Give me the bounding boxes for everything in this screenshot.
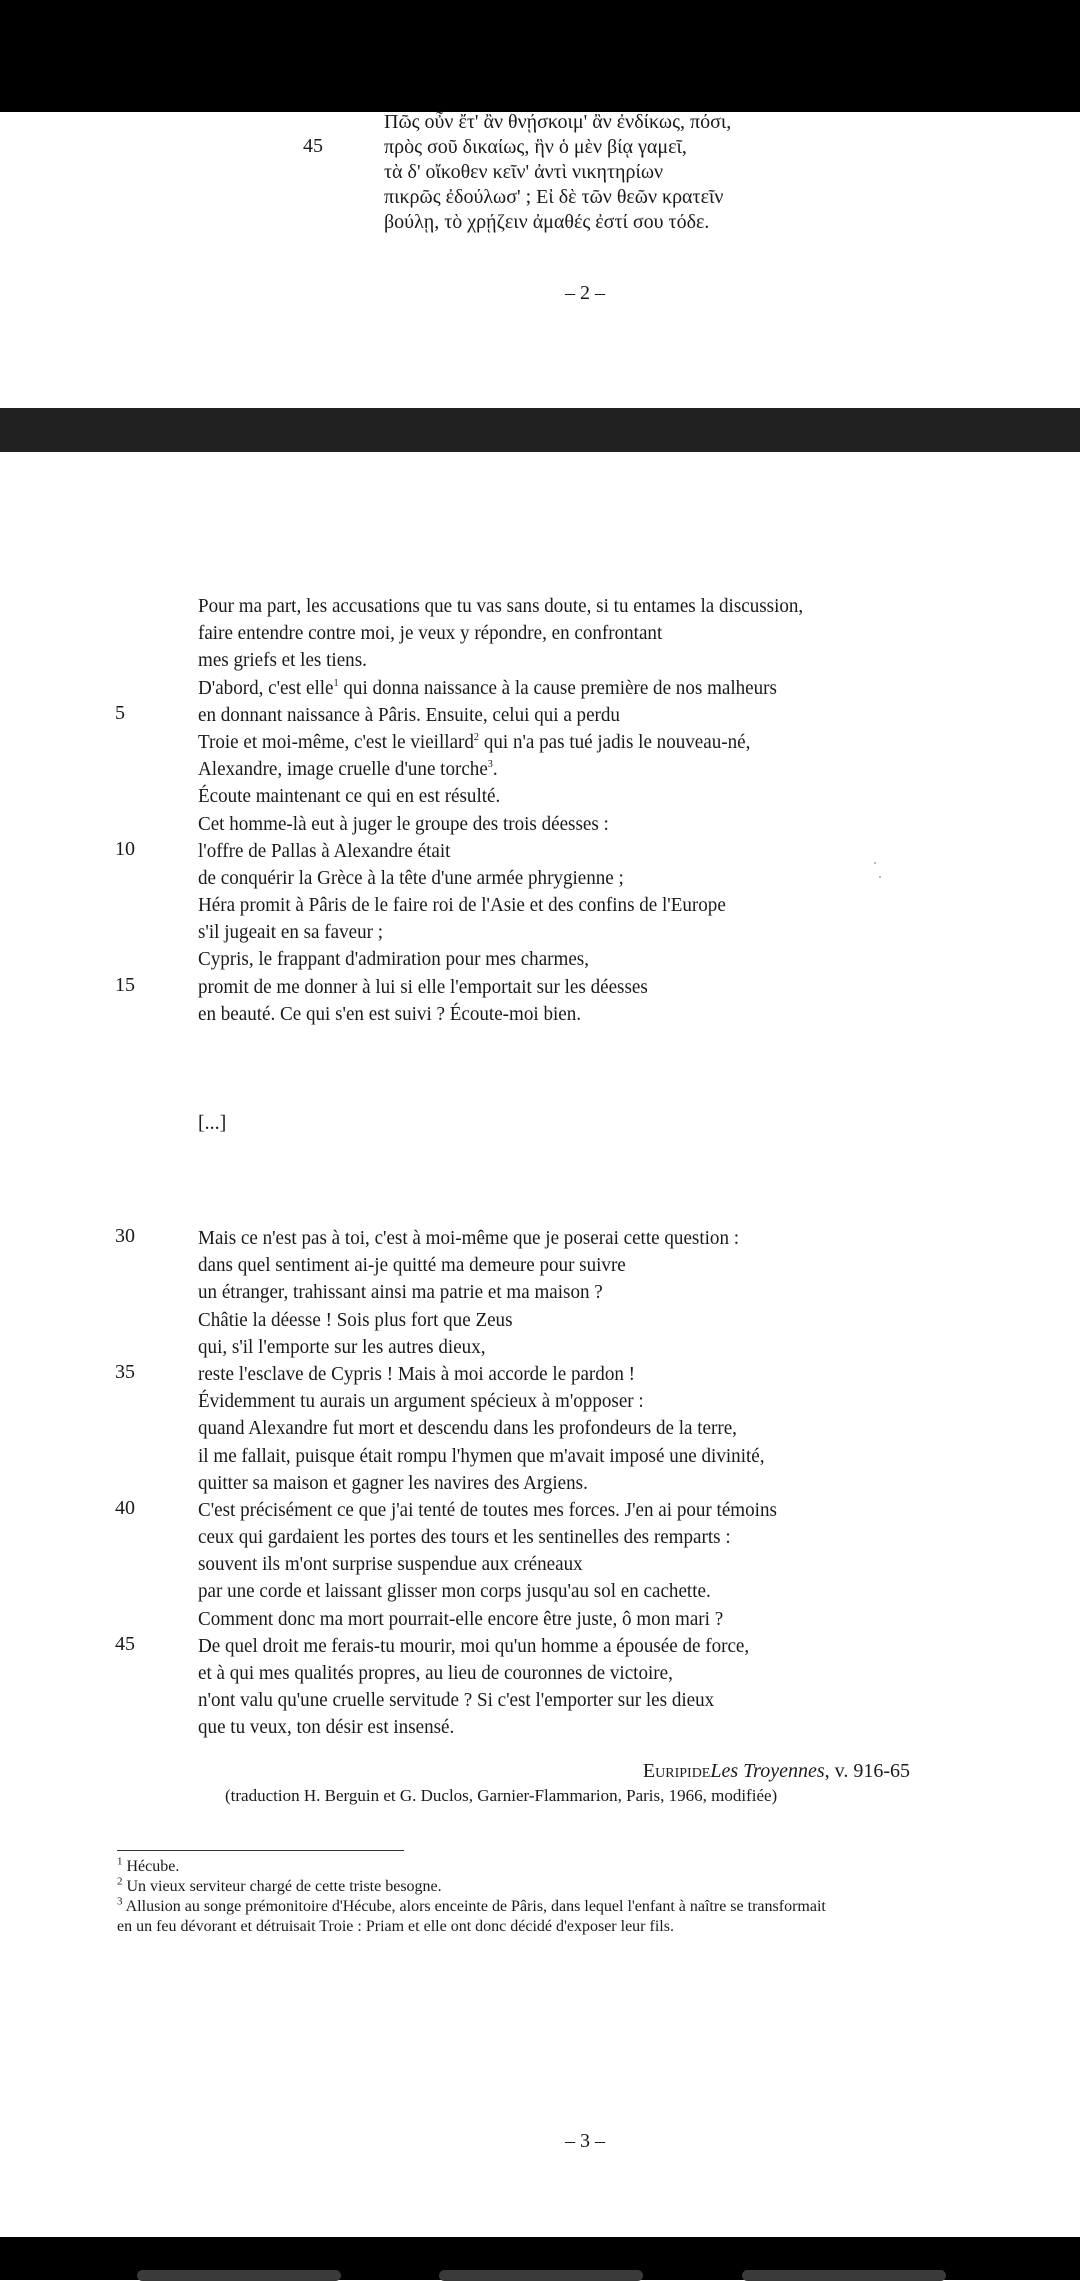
- verse-line: [198, 1714, 777, 1741]
- stanza-2: [198, 1225, 820, 1742]
- scan-speck: [874, 862, 876, 864]
- verse-line: [198, 1001, 803, 1028]
- verse-text: en donnant naissance à Pâris. Ensuite, celui qui a perdu: [198, 703, 620, 726]
- verse-text: et à qui mes qualités propres, au lieu de couronnes de victoire,: [198, 1662, 673, 1684]
- verse-text: il me fallait, puisque était rompu l'hymen que m'avait imposé une divinité,: [198, 1444, 765, 1467]
- footnote-text: en un feu dévorant et détruisait Troie : Priam et elle ont donc décidé d'exposer leur fils.: [117, 1918, 674, 1935]
- greek-line: Πῶς οὖν ἔτ' ἂν θνῄσκοιμ' ἂν ἐνδίκως, πόσι,: [384, 111, 732, 133]
- verse-line: [198, 838, 803, 865]
- verse-text: Troie et moi-même, c'est le vieillard: [198, 730, 474, 753]
- greek-line: πικρῶς ἐδούλωσ' ; Εἰ δὲ τῶν θεῶν κρατεῖν: [384, 186, 724, 208]
- line-number: 5: [115, 701, 125, 724]
- stanza-1: [198, 593, 849, 1028]
- footnote-ref[interactable]: 2: [473, 731, 480, 744]
- verse-line: [198, 647, 803, 674]
- verse-line: [198, 675, 803, 702]
- verse-text: Châtie la déesse ! Sois plus fort que Zeus: [198, 1308, 513, 1331]
- verse-line: [198, 1388, 777, 1415]
- verse-text: Héra promit à Pâris de le faire roi de l'Asie et des confins de l'Europe: [198, 894, 726, 917]
- navigation-bar: [0, 2237, 1080, 2280]
- verse-text: souvent ils m'ont surprise suspendue aux créneaux: [198, 1553, 583, 1576]
- verse-text: que tu veux, ton désir est insensé.: [198, 1716, 455, 1739]
- attribution: [643, 1760, 910, 1783]
- verse-text: quitter sa maison et gagner les navires des Argiens.: [198, 1471, 588, 1494]
- verse-line: [198, 1470, 777, 1497]
- verse-line: [198, 1334, 777, 1361]
- line-number: 40: [115, 1497, 135, 1519]
- scan-speck: [879, 876, 881, 878]
- line-number: 15: [115, 973, 135, 996]
- verse-text: reste l'esclave de Cypris ! Mais à moi accorde le pardon !: [198, 1362, 635, 1385]
- verse-text: dans quel sentiment ai-je quitté ma demeure pour suivre: [198, 1254, 626, 1277]
- verse-text: Pour ma part, les accusations que tu vas sans doute, si tu entames la discussion,: [198, 595, 804, 617]
- verse-line: [198, 620, 803, 647]
- footnote-mark: 1: [117, 1855, 123, 1868]
- footnote: [117, 1857, 179, 1877]
- verse-text: promit de me donner à lui si elle l'emportait sur les déesses: [198, 975, 648, 998]
- work-title: Les Troyennes: [710, 1760, 825, 1782]
- footnote-text: Hécube.: [126, 1858, 180, 1875]
- verse-text: qui, s'il l'emporte sur les autres dieux,: [198, 1335, 486, 1358]
- verse-text: quand Alexandre fut mort et descendu dans les profondeurs de la terre,: [198, 1417, 737, 1440]
- verse-text: par une corde et laissant glisser mon corps jusqu'au sol en cachette.: [198, 1580, 711, 1603]
- verse-text: n'ont valu qu'une cruelle servitude ? Si c'est l'emporter sur les dieux: [198, 1689, 715, 1712]
- nav-pill-left[interactable]: [137, 2270, 341, 2281]
- footnote-rule: [117, 1850, 404, 1851]
- footnote-text: Un vieux serviteur chargé de cette triste besogne.: [126, 1878, 442, 1895]
- verse-line: [198, 1551, 777, 1578]
- verse-text-continued: .: [492, 758, 498, 781]
- verse-text: en beauté. Ce qui s'en est suivi ? Écoute-moi bien.: [198, 1002, 582, 1025]
- footnote-mark: 2: [117, 1875, 123, 1888]
- verse-line: [198, 1578, 777, 1605]
- verse-text: l'offre de Pallas à Alexandre était: [198, 839, 451, 862]
- verse-line: [198, 865, 803, 892]
- verse-text: Mais ce n'est pas à toi, c'est à moi-même que je poserai cette question :: [198, 1227, 740, 1249]
- verse-line: [198, 1633, 777, 1660]
- nav-pill-center[interactable]: [439, 2270, 643, 2281]
- verse-text: s'il jugeait en sa faveur ;: [198, 921, 384, 944]
- verse-text: D'abord, c'est elle: [198, 676, 334, 699]
- verse-line: [198, 811, 803, 838]
- nav-pill-right[interactable]: [742, 2270, 946, 2281]
- verse-line: [198, 1606, 777, 1633]
- verse-text: Cypris, le frappant d'admiration pour mes charmes,: [198, 948, 589, 971]
- page-number-3: – 3 –: [565, 2130, 605, 2152]
- verse-text-continued: qui n'a pas tué jadis le nouveau-né,: [479, 730, 751, 753]
- verse-line: [198, 1497, 777, 1524]
- footnote: [117, 1877, 442, 1897]
- footnote-text: Allusion au songe prémonitoire d'Hécube, alors enceinte de Pâris, dans lequel l'enfant à naître se transformait: [125, 1898, 826, 1915]
- verse-line: [198, 1443, 777, 1470]
- line-number: 35: [115, 1361, 135, 1383]
- verse-line: [198, 1252, 777, 1279]
- status-bar: [0, 0, 1080, 112]
- verse-text: faire entendre contre moi, je veux y répondre, en confrontant: [198, 622, 663, 645]
- line-number: 45: [115, 1633, 135, 1655]
- verse-text-continued: qui donna naissance à la cause première de nos malheurs: [338, 676, 777, 699]
- verse-line: [198, 892, 803, 919]
- verse-line: [198, 729, 803, 756]
- verse-line: [198, 1307, 777, 1334]
- verse-line: [198, 783, 803, 810]
- verse-text: C'est précisément ce que j'ai tenté de toutes mes forces. J'en ai pour témoins: [198, 1498, 777, 1521]
- greek-text: [384, 110, 731, 235]
- verse-line: [198, 702, 803, 729]
- verse-text: Comment donc ma mort pourrait-elle encore être juste, ô mon mari ?: [198, 1607, 724, 1630]
- line-number: 30: [115, 1225, 135, 1247]
- greek-line-number: 45: [303, 135, 323, 157]
- greek-line: βούλῃ, τὸ χρῄζειν ἀμαθές ἐστί σου τόδε.: [384, 211, 710, 233]
- verse-text: De quel droit me ferais-tu mourir, moi qu'un homme a épousée de force,: [198, 1634, 750, 1657]
- verse-text: Écoute maintenant ce qui en est résulté.: [198, 785, 501, 808]
- greek-line: τὰ δ' οἴκοθεν κεῖν' ἀντὶ νικητηρίων: [384, 161, 664, 183]
- verse-line: [198, 1415, 777, 1442]
- verse-line: [198, 1524, 777, 1551]
- verse-text: un étranger, trahissant ainsi ma patrie et ma maison ?: [198, 1281, 603, 1304]
- verse-line: [198, 1660, 777, 1687]
- verse-line: [198, 946, 803, 973]
- page-separator: [0, 408, 1080, 452]
- verse-range: , v. 916-65: [824, 1760, 910, 1782]
- verse-line: [198, 593, 803, 620]
- verse-text: Évidemment tu aurais un argument spécieux à m'opposer :: [198, 1390, 644, 1413]
- verse-line: [198, 1279, 777, 1306]
- footnote-ref[interactable]: 1: [333, 676, 339, 689]
- verse-line: [198, 1361, 777, 1388]
- author: Euripide: [642, 1760, 711, 1782]
- page-number-2: – 2 –: [565, 282, 605, 304]
- ellipsis: [...]: [198, 1112, 227, 1134]
- verse-text: mes griefs et les tiens.: [198, 649, 367, 672]
- verse-line: [198, 919, 803, 946]
- verse-line: [198, 1225, 777, 1252]
- verse-line: [198, 974, 803, 1001]
- verse-line: [198, 1687, 777, 1714]
- footnote: [117, 1897, 826, 1917]
- footnote-mark: 3: [117, 1895, 123, 1908]
- verse-line: [198, 756, 803, 783]
- translation-credit: (traduction H. Berguin et G. Duclos, Garnier-Flammarion, Paris, 1966, modifiée): [225, 1786, 778, 1805]
- footnote-ref[interactable]: 3: [487, 758, 493, 771]
- verse-text: de conquérir la Grèce à la tête d'une armée phrygienne ;: [198, 866, 624, 889]
- footnote: [117, 1917, 674, 1937]
- verse-text: ceux qui gardaient les portes des tours et les sentinelles des remparts :: [198, 1526, 731, 1549]
- greek-line: πρὸς σοῦ δικαίως, ἣν ὁ μὲν βίᾳ γαμεῖ,: [384, 136, 687, 158]
- verse-text: Cet homme-là eut à juger le groupe des trois déesses :: [198, 812, 609, 835]
- line-number: 10: [115, 837, 135, 860]
- verse-text: Alexandre, image cruelle d'une torche: [198, 758, 488, 781]
